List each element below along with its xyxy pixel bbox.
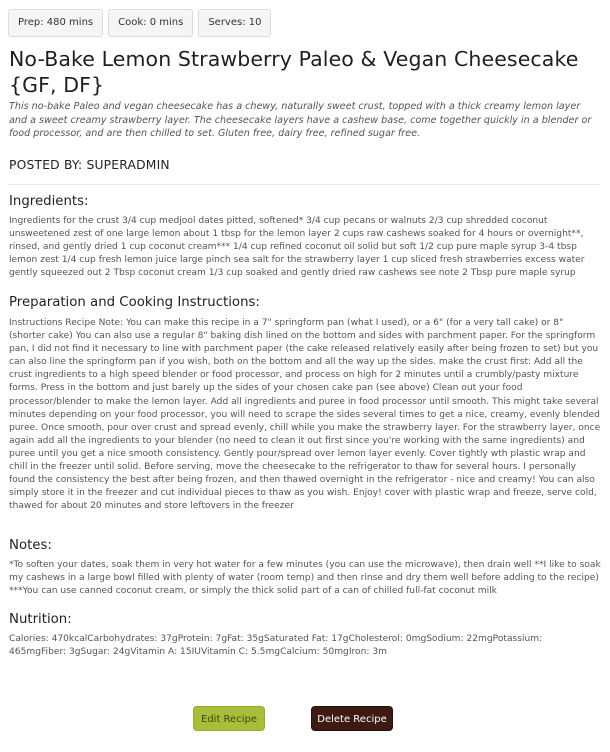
recipe-description: This no-bake Paleo and vegan cheesecake has a chewy, naturally sweet crust, topped with a thick creamy lemon layer and a sweet creamy strawberry layer. The cheesecake layers have a cashew base, come together quickly in a blender or food processor, and are then chilled to set. Gluten free, dairy free, refined sugar free. (9, 101, 592, 140)
recipe-meta (8, 9, 271, 37)
prep-time-badge: Prep: 480 mins (8, 9, 103, 37)
serves-badge: Serves: 10 (198, 9, 271, 37)
ingredients-heading: Ingredients: (9, 194, 89, 209)
instructions-heading: Preparation and Cooking Instructions: (9, 295, 260, 310)
section-divider (9, 184, 599, 185)
instructions-text: Instructions Recipe Note: You can make this recipe in a 7" springform pan (what I used), or a 6" (for a very tall cake) or 8" (shorter cake) You can also use a regular 8" baking dish lined on the bottom and sides with parchment paper. For the springform pan, I did not find it necessary to line with parchment paper (the cake released relatively easily after being frozen to set) but you can also line the springform pan if you wish, both on the bottom and all the way up the sides. make the crust first: Add all the crust ingredients to a high speed blender or food processor, and process on high for 2 minutes until a crumbly/pasty mixture forms. Press in the bottom and just barely up the sides of your chosen cake pan (see above) Clean out your food processor/blender to make the lemon layer. Add all ingredients and puree in food processor until smooth. This might take several minutes depending on your food processor, you will need to scrape the sides several times to get a nice, creamy, evenly blended puree. Once smooth, pour over crust and spread evenly, chill while you make the strawberry layer. For the strawberry layer, once again add all the ingredients to your blender (no need to clean it out first since you're working with the same ingredients) and puree until you get a nice smooth consistency. Gently pour/spread over lemon layer evenly. Cover tightly wth plastic wrap and chill in the freezer until solid. Before serving, move the cheesecake to the refrigerator to thaw for several hours. I personally found the consistency the best after being frozen, and then thawed overnight in the refrigerator - nice and creamy! You can also simply store it in the freezer and cut individual pieces to thaw as you wish. Enjoy! cover with plastic wrap and freeze, serve cold, thawed for about 20 minutes and store leftovers in the freezer (9, 318, 601, 512)
edit-recipe-button[interactable]: Edit Recipe (193, 706, 265, 731)
nutrition-heading: Nutrition: (9, 612, 72, 627)
posted-by: POSTED BY: SUPERADMIN (9, 158, 170, 172)
ingredients-text: Ingredients for the crust 3/4 cup medjool dates pitted, softened* 3/4 cup pecans or walnuts 2/3 cup shredded coconut unsweetened zest of one large lemon about 1 tbsp for the lemon layer 2 cups raw cashews soaked for 4 hours or overnight**, rinsed, and gently dried 1 cup coconut cream*** 1/4 cup refined coconut oil solid but soft 1/2 cup pure maple syrup 3-4 tbsp lemon zest 1/4 cup fresh lemon juice large pinch sea salt for the strawberry layer 1 cup sliced fresh strawberries excess water gently squeezed out 2 Tbsp coconut cream 1/3 cup soaked and gently dried raw cashews see note 2 Tbsp pure maple syrup (9, 216, 585, 279)
notes-text: *To soften your dates, soak them in very hot water for a few minutes (you can use the microwave), then drain well **I like to soak my cashews in a large bowl filled with plenty of water (room temp) and then rinse and dry them well before adding to the recipe) ***You can use canned coconut cream, or simply the thick solid part of a can of chilled full-fat coconut milk (9, 560, 601, 597)
cook-time-badge: Cook: 0 mins (108, 9, 193, 37)
delete-recipe-button[interactable]: Delete Recipe (311, 706, 393, 731)
nutrition-text: Calories: 470kcalCarbohydrates: 37gProtein: 7gFat: 35gSaturated Fat: 17gCholesterol: 0mgSodium: 22mgPotassium: 465mgFiber: 3gSugar: 24gVitamin A: 15IUVitamin C: 5.5mgCalcium: 50mgIron: 3m (9, 634, 543, 658)
notes-heading: Notes: (9, 538, 52, 553)
recipe-title: No-Bake Lemon Strawberry Paleo & Vegan Cheesecake {GF, DF} (9, 47, 579, 97)
